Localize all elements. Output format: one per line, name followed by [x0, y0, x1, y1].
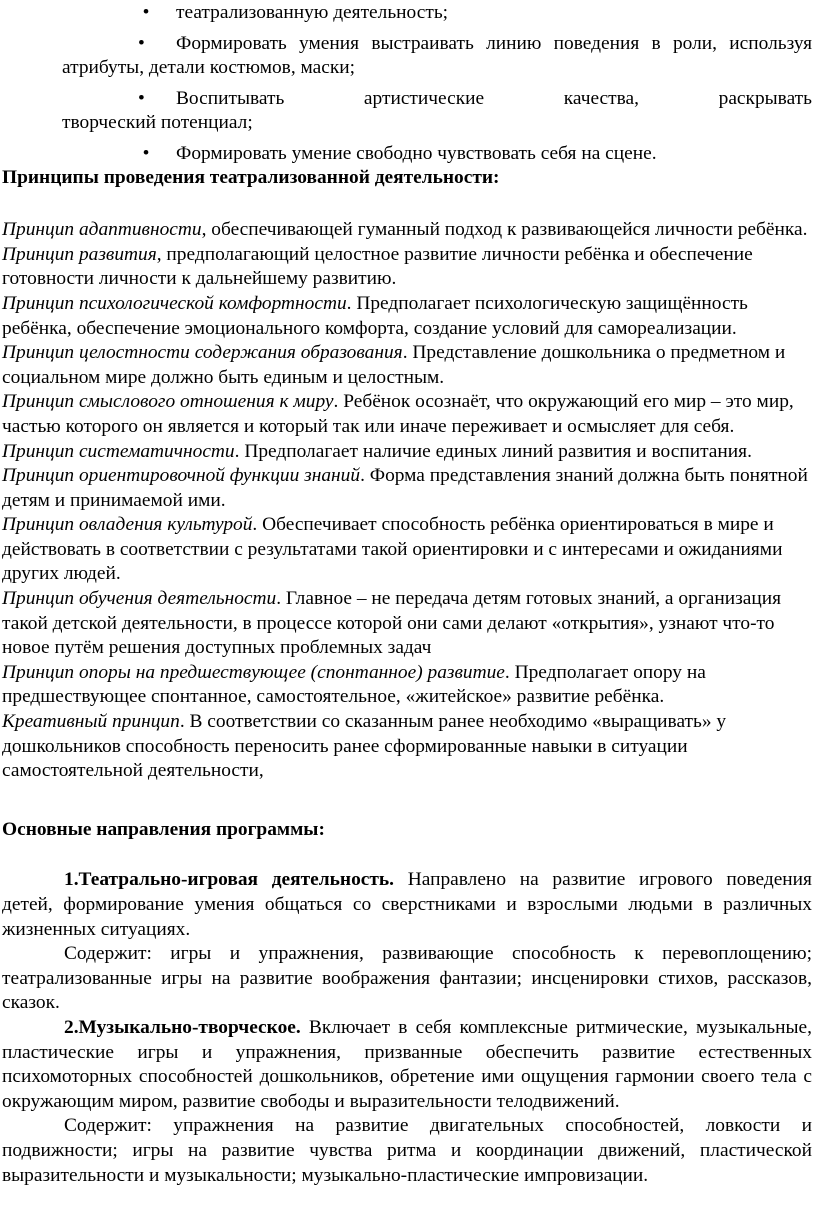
- principle-text: . Обеспечивает способность ребёнка ориентироваться в мире и действовать в соответствии с результатами такой ориентировки и с интересами и ожиданиями других людей.: [2, 514, 783, 585]
- principle-text: , предполагающий целостное развитие личности ребёнка и обеспечение готовности личности к дальнейшему развитию.: [2, 243, 753, 290]
- principle-text: . Представление дошкольника о предметном и социальном мире должно быть единым и целостным.: [2, 342, 786, 388]
- principle-name: Принцип психологической комфортности: [2, 292, 347, 314]
- principle-item: [0, 464, 816, 513]
- principle-item: [0, 587, 816, 661]
- direction-2-paragraph: [0, 1016, 816, 1114]
- principles-heading: Принципы проведения театрализованной деятельности:: [2, 166, 500, 188]
- principle-item: [0, 292, 816, 341]
- bullet-icon: •: [138, 87, 145, 109]
- bullet-text: Формировать умение свободно чувствовать себя на сцене.: [176, 142, 657, 164]
- directions-heading: Основные направления программы:: [2, 818, 325, 840]
- bullet-item: • Формировать умения выстраивать линию поведения в роли, используя атрибуты, детали костюмов, маски;: [62, 32, 812, 79]
- principle-text: . Предполагает психологическую защищённость ребёнка, обеспечение эмоционального комфорта, создание условий для самореализации.: [2, 292, 748, 339]
- direction-2-title: 2.Музыкально-творческое.: [64, 1016, 301, 1038]
- principle-item: [0, 218, 816, 243]
- bullet-item: [0, 142, 816, 167]
- principle-name: Принцип целостности содержания образования: [2, 342, 403, 364]
- principles-list: [0, 218, 816, 784]
- principle-name: Принцип смыслового отношения к миру: [2, 391, 334, 413]
- principle-text: . Предполагает наличие единых линий развития и воспитания.: [234, 440, 752, 462]
- bullet-icon: •: [138, 32, 145, 54]
- direction-1-paragraph: [0, 868, 816, 942]
- principle-name: Принцип адаптивности: [2, 219, 202, 241]
- principle-name: Принцип обучения деятельности: [2, 588, 277, 610]
- bullet-item: [0, 1, 816, 26]
- principle-name: Принцип систематичности: [2, 440, 235, 462]
- principle-item: [0, 661, 816, 710]
- principle-text: . Предполагает опору на предшествующее спонтанное, самостоятельное, «житейское» развитие ребёнка.: [2, 661, 706, 708]
- principle-item: [0, 513, 816, 587]
- direction-1-contains: Содержит: игры и упражнения, развивающие способность к перевоплощению; театрализованные игры на развитие воображения фантазии; инсценировки стихов, рассказов, сказок.: [2, 943, 812, 1014]
- principle-text: . Главное – не передача детям готовых знаний, а организация такой детской деятельности, в процессе которой они сами делают «открытия», узнают что-то новое путём решения доступных проблемных задач: [2, 588, 782, 659]
- principle-name: Креативный принцип: [2, 711, 180, 733]
- principle-item: [0, 390, 816, 439]
- bullet-icon: •: [142, 2, 150, 23]
- principle-name: Принцип овладения культурой: [2, 514, 253, 536]
- principle-name: Принцип ориентировочной функции знаний: [2, 465, 361, 487]
- principle-item: [0, 710, 816, 784]
- direction-2-text: Включает в себя комплексные ритмические, музыкальные, пластические игры и упражнения, призванные обеспечить развитие естественных психомоторных способностей дошкольников, обретение ими ощущения гармонии своего тела с окружающим миром, развитие свободы и выразительности телодвижений.: [2, 1016, 812, 1112]
- principle-text: , обеспечивающей гуманный подход к развивающейся личности ребёнка.: [201, 219, 808, 241]
- principle-name: Принцип развития: [2, 243, 157, 265]
- bullet-item: • Воспитывать артистические качества, раскрывать творческий потенциал;: [62, 87, 812, 134]
- bullet-icon: •: [142, 142, 150, 164]
- direction-2-contains: Содержит: упражнения на развитие двигательных способностей, ловкости и подвижности; игры на развитие чувства ритма и координации движений, пластической выразительности и музыкальности; музыкально-пластические импровизации.: [2, 1115, 812, 1186]
- principle-name: Принцип опоры на предшествующее (спонтанное) развитие: [2, 661, 505, 683]
- direction-1-text: Направлено на развитие игрового поведения детей, формирование умения общаться со сверстниками и взрослыми людьми в различных жизненных ситуациях.: [2, 869, 812, 940]
- principle-text: . Форма представления знаний должна быть понятной детям и принимаемой ими.: [2, 465, 808, 511]
- principle-item: [0, 341, 816, 390]
- principle-text: . Ребёнок осознаёт, что окружающий его мир – это мир, частью которого он является и который так или иначе переживает и осмысляет для себя.: [2, 391, 794, 437]
- direction-1-title: 1.Театрально-игровая деятельность.: [64, 869, 395, 891]
- principle-item: [0, 440, 816, 465]
- principle-item: [0, 243, 816, 292]
- principle-text: . В соответствии со сказанным ранее необходимо «выращивать» у дошкольников способность переносить ранее сформированные навыки в ситуации самостоятельной деятельности,: [2, 711, 727, 782]
- bullet-text: театрализованную деятельность;: [176, 2, 449, 23]
